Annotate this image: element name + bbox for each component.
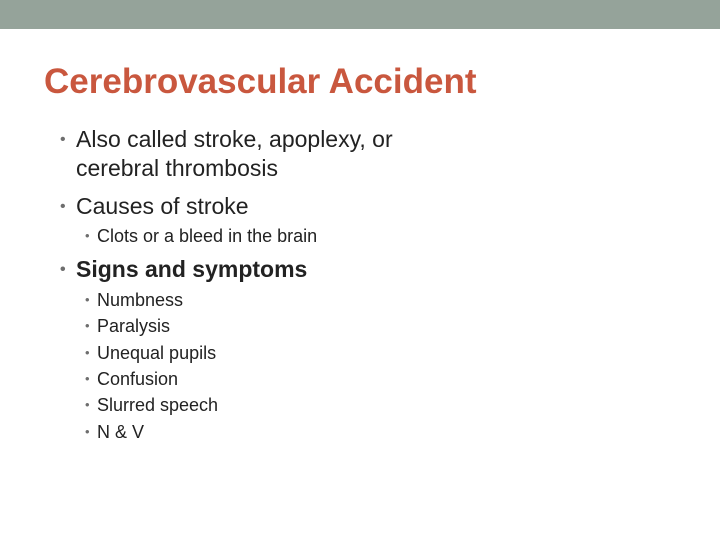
sub-bullet-item xyxy=(85,366,179,392)
bullet-item xyxy=(76,154,278,183)
bullet-text: Numbness xyxy=(97,290,184,310)
bullet-icon: • xyxy=(85,292,90,307)
bullet-icon: • xyxy=(85,228,90,243)
bullet-text: Causes of stroke xyxy=(76,193,249,219)
bullet-icon: • xyxy=(60,131,66,148)
bullet-text: cerebral thrombosis xyxy=(76,155,278,181)
bullet-item xyxy=(60,255,308,284)
bullet-text: Unequal pupils xyxy=(97,343,217,363)
bullet-text: Confusion xyxy=(97,369,179,389)
sub-bullet-item xyxy=(85,313,171,339)
bullet-text: Also called stroke, apoplexy, or xyxy=(76,126,393,152)
sub-bullet-item xyxy=(85,392,219,418)
bullet-icon: • xyxy=(85,371,90,386)
bullet-icon: • xyxy=(85,345,90,360)
bullet-icon: • xyxy=(60,261,66,278)
bullet-text: N & V xyxy=(97,422,145,442)
bullet-icon: • xyxy=(85,424,90,439)
bullet-icon: • xyxy=(85,318,90,333)
sub-bullet-item xyxy=(85,223,318,249)
bullet-item xyxy=(60,125,393,154)
bullet-icon: • xyxy=(60,198,66,215)
bullet-icon: • xyxy=(85,397,90,412)
bullet-text: Signs and symptoms xyxy=(76,256,308,282)
sub-bullet-item xyxy=(85,419,145,445)
bullet-text: Paralysis xyxy=(97,316,171,336)
bullet-text: Clots or a bleed in the brain xyxy=(97,226,318,246)
bullet-item xyxy=(60,192,249,221)
sub-bullet-item xyxy=(85,340,217,366)
slide-title: Cerebrovascular Accident xyxy=(44,62,477,101)
sub-bullet-item xyxy=(85,287,184,313)
bullet-text: Slurred speech xyxy=(97,395,219,415)
